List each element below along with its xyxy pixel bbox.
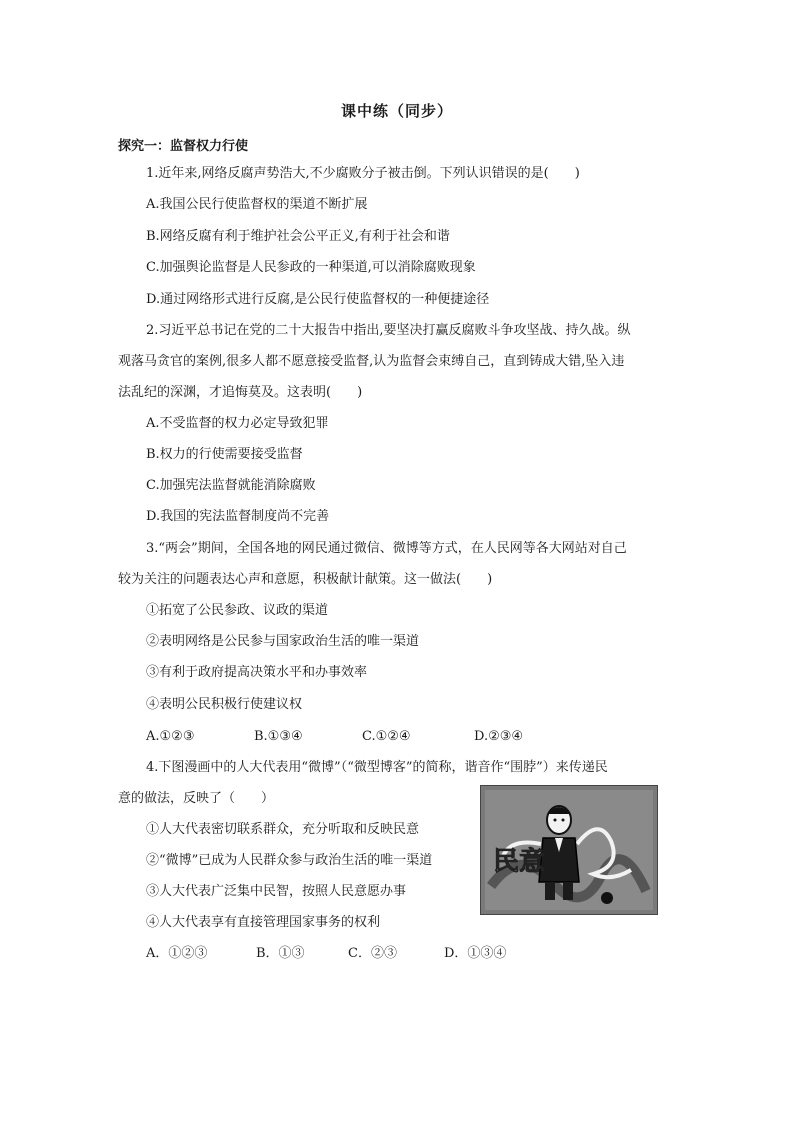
q4-choices: [146, 946, 566, 962]
q1-option-b: B.网络反腐有利于维护社会公平正义,有利于社会和谐: [146, 229, 450, 244]
cartoon-text: 民意: [493, 847, 546, 877]
page-title: 课中练（同步）: [340, 102, 453, 120]
q3-item-1: ①拓宽了公民参政、议政的渠道: [146, 603, 329, 618]
q4-stem-cont: 意的做法，反映了（ ）: [118, 791, 275, 806]
q3-item-2: ②表明网络是公民参与国家政治生活的唯一渠道: [146, 634, 420, 649]
q4-stem: 4.下图漫画中的人大代表用“微博”（“微型博客”的简称，谐音作“围脖”）来传递民: [146, 760, 608, 775]
cartoon-illustration: [480, 785, 658, 915]
q3-choice-a: A.①②③: [146, 729, 195, 744]
q2-stem: 2.习近平总书记在党的二十大报告中指出,要坚决打赢反腐败斗争攻坚战、持久战。纵: [146, 323, 631, 338]
q3-stem-cont: 较为关注的问题表达心声和意愿，积极献计献策。这一做法( ): [118, 572, 493, 587]
q3-choice-c: C.①②④: [362, 729, 411, 744]
cartoon-drawing: [481, 786, 657, 914]
q2-stem-cont-2: 法乱纪的深渊，才追悔莫及。这表明( ): [118, 385, 363, 400]
q2-option-b: B.权力的行使需要接受监督: [146, 447, 303, 462]
q3-item-4: ④表明公民积极行使建议权: [146, 697, 303, 712]
q3-choice-d: D.②③④: [474, 729, 524, 744]
q4-item-2: ②“微博”已成为人民群众参与政治生活的唯一渠道: [146, 853, 433, 868]
section-heading: 探究一：监督权力行使: [118, 139, 249, 154]
q1-option-a: A.我国公民行使监督权的渠道不断扩展: [146, 197, 368, 212]
q3-item-3: ③有利于政府提高决策水平和办事效率: [146, 665, 368, 680]
q3-choices: [146, 729, 566, 745]
q3-stem: 3.“两会”期间，全国各地的网民通过微信、微博等方式，在人民网等各大网站对自己: [146, 541, 627, 556]
q4-choice-b: B．①③: [256, 946, 305, 961]
q2-option-d: D.我国的宪法监督制度尚不完善: [146, 509, 330, 524]
q4-item-3: ③人大代表广泛集中民智，按照人民意愿办事: [146, 884, 407, 899]
q1-stem: 1.近年来,网络反腐声势浩大,不少腐败分子被击倒。下列认识错误的是( ): [146, 166, 580, 181]
q1-option-c: C.加强舆论监督是人民参政的一种渠道,可以消除腐败现象: [146, 260, 476, 275]
q1-option-d: D.通过网络形式进行反腐,是公民行使监督权的一种便捷途径: [146, 292, 490, 307]
q4-choice-c: C．②③: [348, 946, 397, 961]
q4-choice-d: D．①③④: [444, 946, 507, 961]
q4-item-4: ④人大代表享有直接管理国家事务的权利: [146, 915, 381, 930]
q4-choice-a: A．①②③: [146, 946, 208, 961]
q2-option-a: A.不受监督的权力必定导致犯罪: [146, 416, 329, 431]
q3-choice-b: B.①③④: [254, 729, 303, 744]
q2-option-c: C.加强宪法监督就能消除腐败: [146, 478, 316, 493]
q2-stem-cont-1: 观落马贪官的案例,很多人都不愿意接受监督,认为监督会束缚自己，直到铸成大错,坠入违: [118, 354, 625, 369]
q4-item-1: ①人大代表密切联系群众，充分听取和反映民意: [146, 822, 420, 837]
